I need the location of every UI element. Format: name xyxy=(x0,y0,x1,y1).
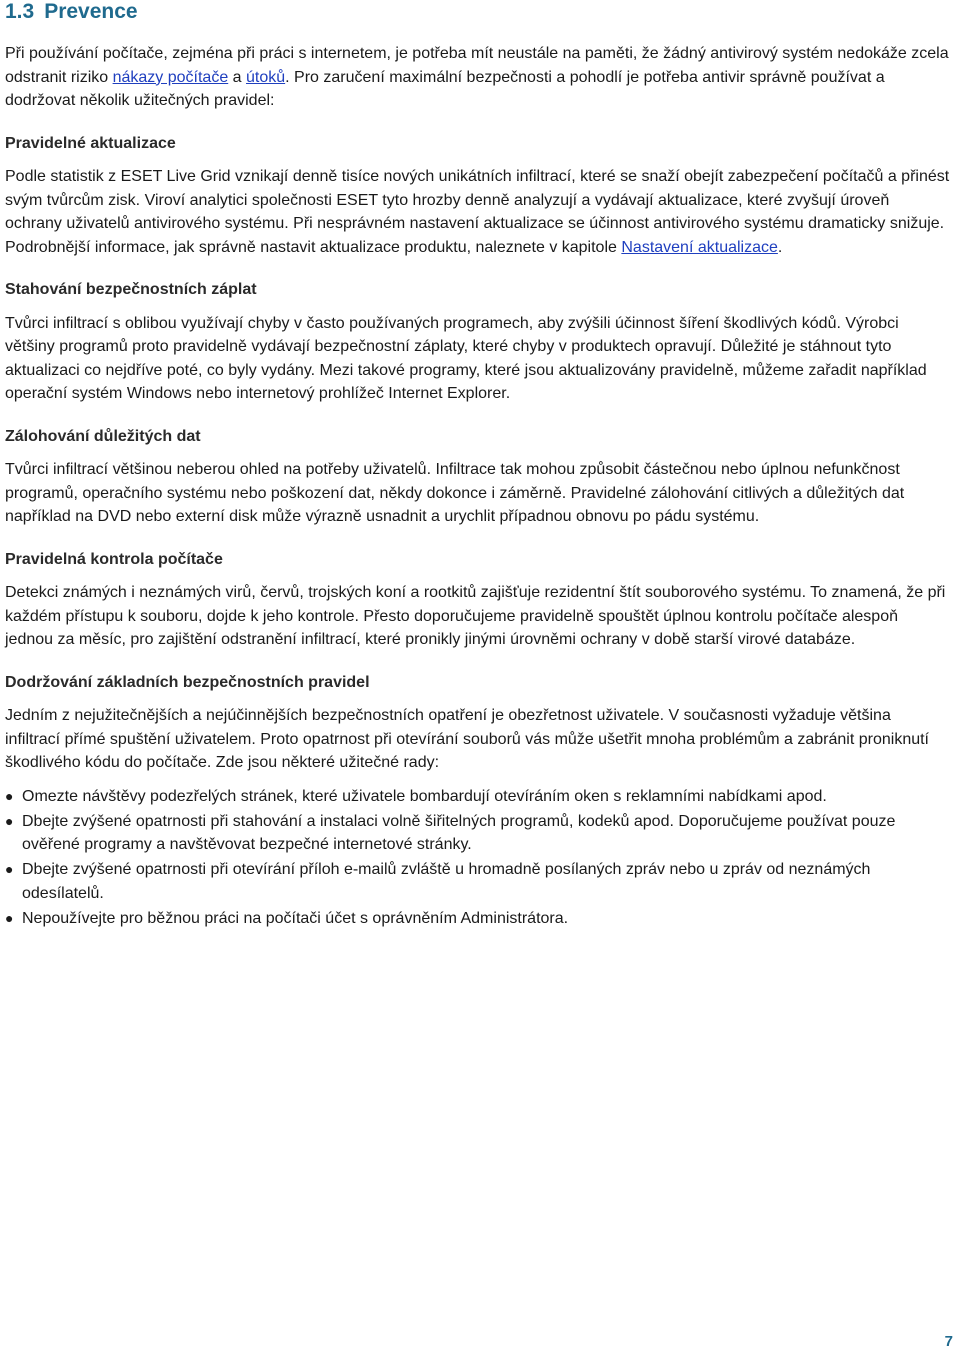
intro-text-1: Při používání počítače, zejména při práci s internetem, je potřeba mít neustále na paměti, že žádný antivirový systém nedokáže zcela odstranit riziko xyxy=(5,45,949,86)
list-item xyxy=(5,810,950,857)
heading-updates: Pravidelné aktualizace xyxy=(5,134,176,152)
section-number: 1.3 xyxy=(5,0,35,23)
intro-text-3: . Pro zaručení maximální bezpečnosti a pohodlí je potřeba antivir správně používat a dodržovat několik užitečných pravidel: xyxy=(5,68,885,109)
tip-text: Nepoužívejte pro běžnou práci na počítači účet s oprávněním Administrátora. xyxy=(22,909,569,927)
paragraph-scan: Detekci známých i neznámých virů, červů, trojských koní a rootkitů zajišťuje rezidentní štít souborového systému. To znamená, že při každém přístupu k souboru, dojde k jeho kontrole. Přesto doporučujeme pravidelně spouštět úplnou kontrolu počítače alespoň jednou za měsíc, pro zajištění odstranění infiltrací, které pronikly jinými úrovněmi ochrany v době starší virové databáze. xyxy=(5,584,946,648)
tip-text: Omezte návštěvy podezřelých stránek, které uživatele bombardují otevíráním oken s reklamními nabídkami apod. xyxy=(22,787,827,805)
page-title xyxy=(5,0,950,24)
paragraph-rules: Jedním z nejužitečnějších a nejúčinnějších bezpečnostních opatření je obezřetnost uživatele. V současnosti vyžaduje většina infiltrací přímé spuštění uživatelem. Proto opatrnost při otevírání souborů vás může ušetřit mnoha problémům a zabránit proniknutí škodlivého kódu do počítače. Zde jsou některé užitečné rady: xyxy=(5,707,929,771)
heading-patches: Stahování bezpečnostních záplat xyxy=(5,281,257,298)
bullet-icon: ● xyxy=(5,812,14,829)
bullet-icon: ● xyxy=(5,861,14,877)
intro-paragraph xyxy=(5,42,950,113)
tips-list xyxy=(5,785,950,931)
intro-text-2: a xyxy=(228,68,247,86)
updates-text-end: . xyxy=(777,238,783,256)
bullet-icon: ● xyxy=(5,787,14,804)
tip-text: Dbejte zvýšené opatrnosti při otevírání příloh e-mailů zvláště u hromadně posílaných zpráv nebo u zpráv od neznámých odesílatelů. xyxy=(22,861,871,902)
document-page xyxy=(5,0,950,932)
tip-text: Dbejte zvýšené opatrnosti při stahování a instalaci volně šiřitelných programů, kodeků apod. Doporučujeme používat pouze ověřené programy a navštěvovat bezpečné internetové stránky. xyxy=(22,812,896,853)
section-title: Prevence xyxy=(44,0,138,23)
heading-backup: Zálohování důležitých dat xyxy=(5,427,201,445)
list-item xyxy=(5,907,950,931)
updates-text: Podle statistik z ESET Live Grid vznikají denně tisíce nových unikátních infiltrací, které se snaží obejít zabezpečení počítačů a přinést svým tvůrcům zisk. Viroví analytici společnosti ESET tyto hrozby denně analyzují a vydávají aktualizace, které zvyšují úroveň ochrany uživatelů antivirového systému. Při nesprávném nastavení aktualizace se účinnost antivirového systému dramaticky snižuje. Podrobnější informace, jak správně nastavit aktualizace produktu, naleznete v kapitole xyxy=(5,168,950,256)
paragraph-patches: Tvůrci infiltrací s oblibou využívají chyby v často používaných programech, aby zvýšili účinnost šíření škodlivých kódů. Výrobci většiny programů proto pravidelně vydávají bezpečnostní záplaty, které chyby v produktech opravují. Důležité je stáhnout tyto aktualizaci co nejdříve poté, co byly vydány. Mezi takové programy, které jsou aktualizovány pravidelně, můžeme zařadit například operační systém Windows nebo internetový prohlížeč Internet Explorer. xyxy=(5,314,927,402)
heading-rules: Dodržování základních bezpečnostních pravidel xyxy=(5,673,370,691)
link-update-settings[interactable]: Nastavení aktualizace xyxy=(621,238,778,256)
paragraph-backup: Tvůrci infiltrací většinou neberou ohled na potřeby uživatelů. Infiltrace tak mohou způsobit částečnou nebo úplnou nefunkčnost programů, operačního systému nebo poškození dat, někdy dokonce i záměrně. Pravidelné zálohování citlivých a důležitých dat například na DVD nebo externí disk může výrazně usnadnit a urychlit případnou obnovu po pádu systému. xyxy=(5,461,905,525)
heading-scan: Pravidelná kontrola počítače xyxy=(5,550,223,568)
paragraph-updates xyxy=(5,165,950,259)
link-infection[interactable]: nákazy počítače xyxy=(112,68,229,86)
page-number: 7 xyxy=(944,1333,953,1350)
list-item xyxy=(5,785,950,809)
bullet-icon: ● xyxy=(5,909,14,926)
list-item xyxy=(5,858,950,905)
link-attacks[interactable]: útoků xyxy=(246,68,286,86)
